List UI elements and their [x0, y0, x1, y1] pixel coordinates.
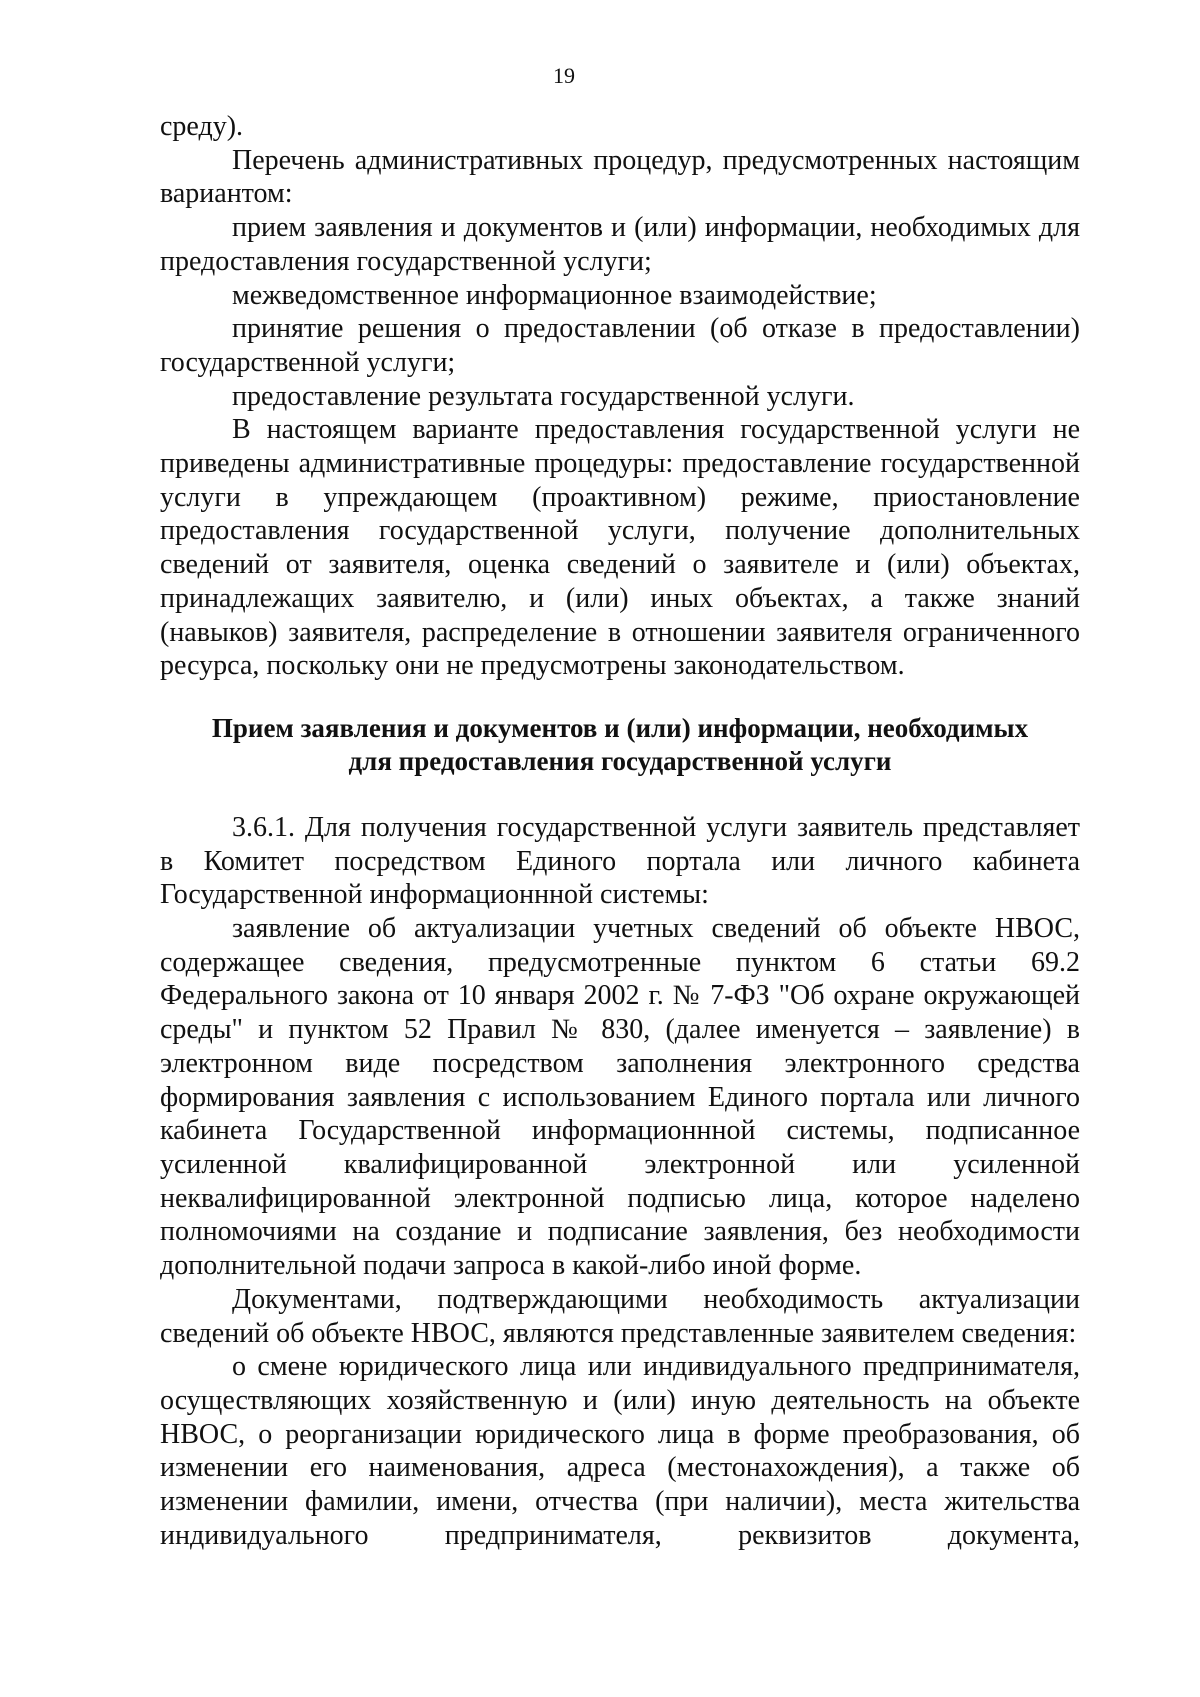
paragraph-procedure-2: межведомственное информационное взаимодействие; — [232, 279, 877, 311]
paragraph-continuation: среду). — [160, 111, 244, 142]
paragraph-procedure-4: предоставление результата государственной услуги. — [232, 380, 855, 412]
section-heading — [160, 712, 1080, 779]
page-number: 19 — [553, 63, 575, 88]
paragraph-change-info: о смене юридического лица или индивидуального предпринимателя, осуществляющих хозяйственную и (или) иную деятельность на объекте НВОС, о реорганизации юридического лица в форме преобразования, об изменении его наименования, адреса (местонахождения), а также об изменении фамилии, имени, отчества (при наличии), места жительства индивидуального предпринимателя, реквизитов документа, — [160, 1351, 1080, 1551]
paragraph-supporting-documents: Документами, подтверждающими необходимость актуализации сведений об объекте НВОС, являются представленные заявителем сведения: — [160, 1283, 1080, 1349]
paragraph-procedures-list-intro: Перечень административных процедур, предусмотренных настоящим вариантом: — [160, 144, 1080, 210]
section-heading-line-1: Прием заявления и документов и (или) информации, необходимых — [211, 712, 1029, 743]
paragraph-procedure-3: принятие решения о предоставлении (об отказе в предоставлении) государственной услуги; — [160, 313, 1080, 378]
paragraph-procedure-1: прием заявления и документов и (или) информации, необходимых для предоставления государственной услуги; — [160, 212, 1080, 277]
paragraph-application: заявление об актуализации учетных сведений об объекте НВОС, содержащее сведения, предусмотренные пунктом 6 статьи 69.2 Федерального закона от 10 января 2002 г. № 7-ФЗ "Об охране окружающей среды" и пунктом 52 Правил № 830, (далее именуется – заявление) в электронном виде посредством заполнения электронного средства формирования заявления с использованием Единого портала или личного кабинета Государственной информационнной системы, подписанное усиленной квалифицированной электронной или усиленной неквалифицированной электронной подписью лица, которое наделено полномочиями на создание и подписание заявления, без необходимости дополнительной подачи запроса в какой-либо иной форме. — [160, 913, 1080, 1282]
paragraph-not-provided-procedures: В настоящем варианте предоставления государственной услуги не приведены административные процедуры: предоставление государственной услуги в упреждающем (проактивном) режиме, приостановление предоставления государственной услуги, получение дополнительных сведений от заявителя, оценка сведений о заявителе и (или) объектах, принадлежащих заявителю, и (или) иных объектах, а также знаний (навыков) заявителя, распределение в отношении заявителя ограниченного ресурса, поскольку они не предусмотрены законодательством. — [160, 414, 1080, 682]
document-body — [160, 110, 1080, 1552]
paragraph-3-6-1: 3.6.1. Для получения государственной услуги заявитель представляет в Комитет посредством Единого портала или личного кабинета Государственной информационнной системы: — [160, 811, 1080, 911]
section-heading-line-2: для предоставления государственной услуги — [348, 746, 892, 777]
